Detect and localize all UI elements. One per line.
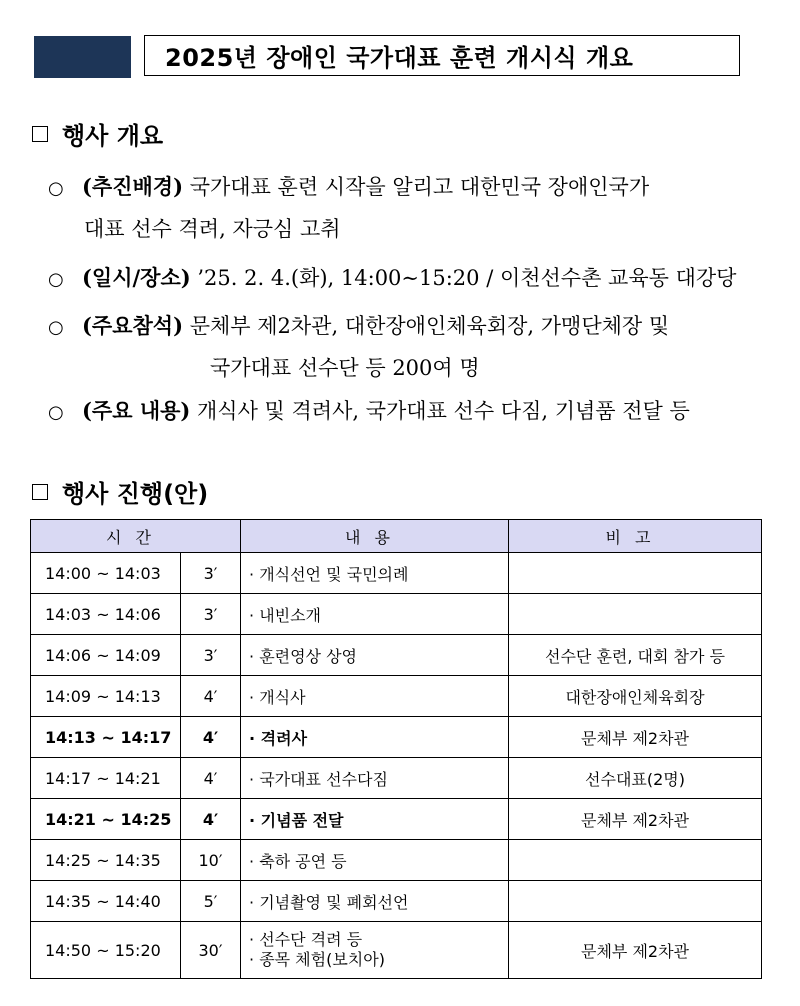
- bullet-text: 문체부 제2차관, 대한장애인체육회장, 가맹단체장 및: [189, 314, 670, 338]
- bullet-text: ’25. 2. 4.(화), 14:00∼15:20 / 이천선수촌 교육동 대강당: [197, 266, 737, 290]
- duration-cell: 5′: [181, 881, 241, 922]
- table-row: [31, 840, 762, 881]
- note-cell: 선수대표(2명): [509, 758, 762, 799]
- page-title: 2025년 장애인 국가대표 훈련 개시식 개요: [144, 35, 740, 76]
- content-cell: · 축하 공연 등: [241, 840, 509, 881]
- bullet-text: 개식사 및 격려사, 국가대표 선수 다짐, 기념품 전달 등: [197, 399, 690, 423]
- section-heading-schedule: [32, 474, 208, 509]
- section-heading-text: 행사 진행(안): [62, 480, 209, 508]
- circle-bullet-icon: ○: [48, 178, 64, 199]
- header-content: 내용: [241, 520, 509, 553]
- duration-cell: 30′: [181, 922, 241, 979]
- bullet-label: (일시/장소): [82, 265, 191, 290]
- content-cell: · 개식사: [241, 676, 509, 717]
- note-cell: 문체부 제2차관: [509, 922, 762, 979]
- duration-cell: 4′: [181, 799, 241, 840]
- table-row: [31, 922, 762, 979]
- duration-cell: 3′: [181, 553, 241, 594]
- note-cell: [509, 553, 762, 594]
- bullet-datetime-venue: [48, 259, 736, 299]
- time-cell: 14:17 ~ 14:21: [31, 758, 181, 799]
- time-cell: 14:35 ~ 14:40: [31, 881, 181, 922]
- content-cell: [241, 922, 509, 979]
- duration-cell: 3′: [181, 594, 241, 635]
- content-cell: · 기념품 전달: [241, 799, 509, 840]
- circle-bullet-icon: ○: [48, 317, 64, 338]
- time-cell: 14:25 ~ 14:35: [31, 840, 181, 881]
- note-cell: 대한장애인체육회장: [509, 676, 762, 717]
- note-cell: [509, 594, 762, 635]
- header-time: 시간: [31, 520, 241, 553]
- note-cell: 문체부 제2차관: [509, 717, 762, 758]
- bullet-text: 국가대표 훈련 시작을 알리고 대한민국 장애인국가: [189, 175, 650, 199]
- table-row: [31, 553, 762, 594]
- content-cell: · 개식선언 및 국민의례: [241, 553, 509, 594]
- time-cell: 14:06 ~ 14:09: [31, 635, 181, 676]
- table-row: [31, 799, 762, 840]
- table-row: [31, 594, 762, 635]
- bullet-background: [48, 168, 649, 208]
- table-row: [31, 676, 762, 717]
- duration-cell: 4′: [181, 717, 241, 758]
- time-cell: 14:21 ~ 14:25: [31, 799, 181, 840]
- table-row: [31, 635, 762, 676]
- duration-cell: 4′: [181, 758, 241, 799]
- header-note: 비고: [509, 520, 762, 553]
- table-row: [31, 881, 762, 922]
- content-cell: · 훈련영상 상영: [241, 635, 509, 676]
- content-cell: · 기념촬영 및 폐회선언: [241, 881, 509, 922]
- table-header-row: [31, 520, 762, 553]
- circle-bullet-icon: ○: [48, 269, 64, 290]
- duration-cell: 3′: [181, 635, 241, 676]
- content-cell: · 격려사: [241, 717, 509, 758]
- time-cell: 14:50 ~ 15:20: [31, 922, 181, 979]
- content-line: · 선수단 격려 등: [249, 930, 363, 949]
- bullet-attendees: [48, 307, 669, 347]
- duration-cell: 10′: [181, 840, 241, 881]
- circle-bullet-icon: ○: [48, 402, 64, 423]
- title-decoration-block: [34, 36, 131, 78]
- bullet-main-content: [48, 392, 690, 432]
- schedule-table: [30, 519, 762, 979]
- bullet-continuation: 국가대표 선수단 등 200여 명: [210, 356, 480, 380]
- content-cell: · 국가대표 선수다짐: [241, 758, 509, 799]
- bullet-label: (주요참석): [82, 313, 184, 338]
- content-cell: · 내빈소개: [241, 594, 509, 635]
- duration-cell: 4′: [181, 676, 241, 717]
- table-row: [31, 758, 762, 799]
- title-row: [34, 35, 743, 79]
- note-cell: [509, 881, 762, 922]
- time-cell: 14:03 ~ 14:06: [31, 594, 181, 635]
- section-heading-text: 행사 개요: [62, 122, 164, 150]
- checkbox-square-icon: [32, 126, 48, 142]
- time-cell: 14:00 ~ 14:03: [31, 553, 181, 594]
- content-line: · 종목 체험(보치아): [249, 950, 385, 969]
- table-row: [31, 717, 762, 758]
- bullet-label: (추진배경): [82, 174, 184, 199]
- note-cell: 선수단 훈련, 대회 참가 등: [509, 635, 762, 676]
- section-heading-overview: [32, 116, 163, 151]
- bullet-continuation: 대표 선수 격려, 자긍심 고취: [84, 217, 341, 241]
- bullet-label: (주요 내용): [82, 398, 191, 423]
- note-cell: 문체부 제2차관: [509, 799, 762, 840]
- checkbox-square-icon: [32, 484, 48, 500]
- note-cell: [509, 840, 762, 881]
- time-cell: 14:13 ~ 14:17: [31, 717, 181, 758]
- time-cell: 14:09 ~ 14:13: [31, 676, 181, 717]
